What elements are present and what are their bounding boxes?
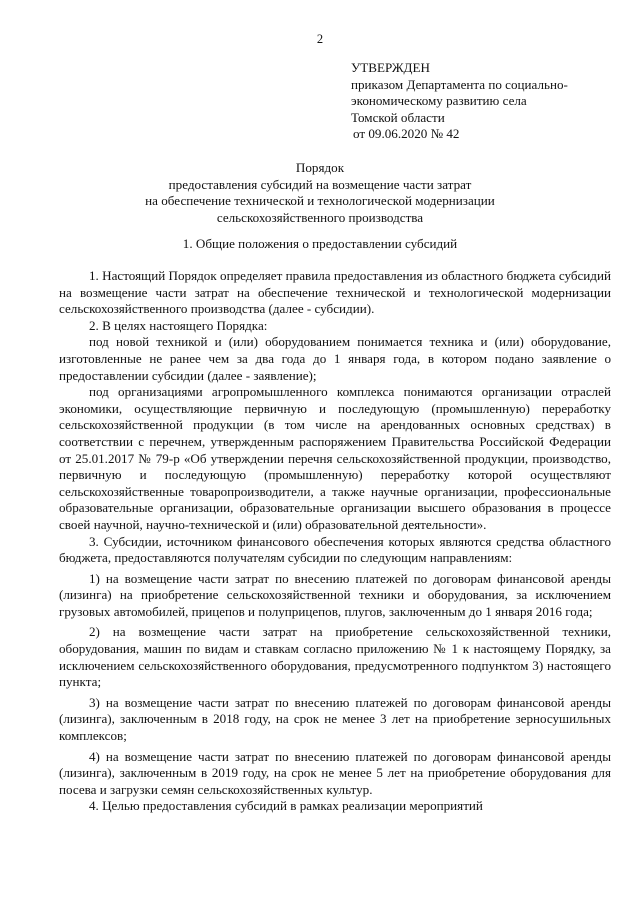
approval-date-line: от 09.06.2020 № 42 (353, 126, 460, 142)
approval-stamp (351, 60, 568, 143)
paragraph: 1) на возмещение части затрат по внесению платежей по договорам финансовой аренды (лизинга) на приобретение сельскохозяйственной техники и оборудования, за исключением грузовых автомобилей, прицепов и полуприцепов, плугов, заключенным до 1 января 2016 года; (59, 570, 611, 619)
section-heading: 1. Общие положения о предоставлении субсидий (182, 236, 458, 251)
title-line: Порядок (295, 160, 345, 175)
paragraph: под новой техникой и (или) оборудованием понимается техника и (или) оборудование, изготовленные не ранее чем за два года до 1 января года, в котором подано заявление о предоставлении субсидии (далее - заявление); (59, 334, 611, 383)
paragraph: 2. В целях настоящего Порядка: (89, 317, 268, 333)
title-line: сельскохозяйственного производства (216, 209, 424, 225)
paragraph: 1. Настоящий Порядок определяет правила предоставления из областного бюджета субсидий на возмещение части затрат на обеспечение технической и технологической модернизации сельскохозяйственного производства (далее - субсидии). (59, 268, 611, 317)
approval-line: Томской области (351, 109, 445, 125)
document-title (0, 160, 640, 226)
document-body (59, 268, 611, 815)
approval-line: экономическому развитию села (351, 93, 527, 109)
paragraph: 3) на возмещение части затрат по внесению платежей по договорам финансовой аренды (лизинга), заключенным в 2018 году, на срок не менее 3 лет на приобретение зерносушильных комплексов; (59, 694, 611, 744)
approval-line: приказом Департамента по социально- (351, 76, 568, 92)
paragraph: 4. Целью предоставления субсидий в рамках реализации мероприятий (89, 798, 483, 814)
title-line: на обеспечение технической и технологической модернизации (145, 193, 495, 209)
approval-heading: УТВЕРЖДЕН (351, 60, 430, 75)
paragraph: 2) на возмещение части затрат на приобретение сельскохозяйственной техники, оборудования, машин по видам и ставкам согласно приложению № 1 к настоящему Порядку, за исключением сельскохозяйственного оборудования, предусмотренного подпунктом 3) настоящего пункта; (59, 624, 611, 690)
paragraph: 4) на возмещение части затрат по внесению платежей по договорам финансовой аренды (лизинга), заключенным в 2019 году, на срок не менее 5 лет на приобретение оборудования для посева и загрузки семян сельскохозяйственных культур. (59, 748, 611, 797)
paragraph: 3. Субсидии, источником финансового обеспечения которых являются средства областного бюджета, предоставляются получателям субсидии по следующим направлениям: (59, 533, 611, 566)
paragraph: под организациями агропромышленного комплекса понимаются организации отраслей экономики, осуществляющие первичную и последующую (промышленную) переработку сельскохозяйственной продукции (в том числе на арендованных основных средствах) в соответствии с перечнем, утвержденным распоряжением Правительства Российской Федерации от 25.01.2017 № 79-р «Об утверждении перечня сельскохозяйственной продукции, производство, первичную и последующую (промышленную) переработку которой осуществляют сельскохозяйственные товаропроизводители, а также научные организации, профессиональные образовательные организации, образовательные организации высшего образования в процессе своей научной, научно-технической и (или) образовательной деятельности». (59, 384, 611, 532)
page-number: 2 (316, 32, 324, 46)
title-line: предоставления субсидий на возмещение части затрат (168, 176, 472, 192)
